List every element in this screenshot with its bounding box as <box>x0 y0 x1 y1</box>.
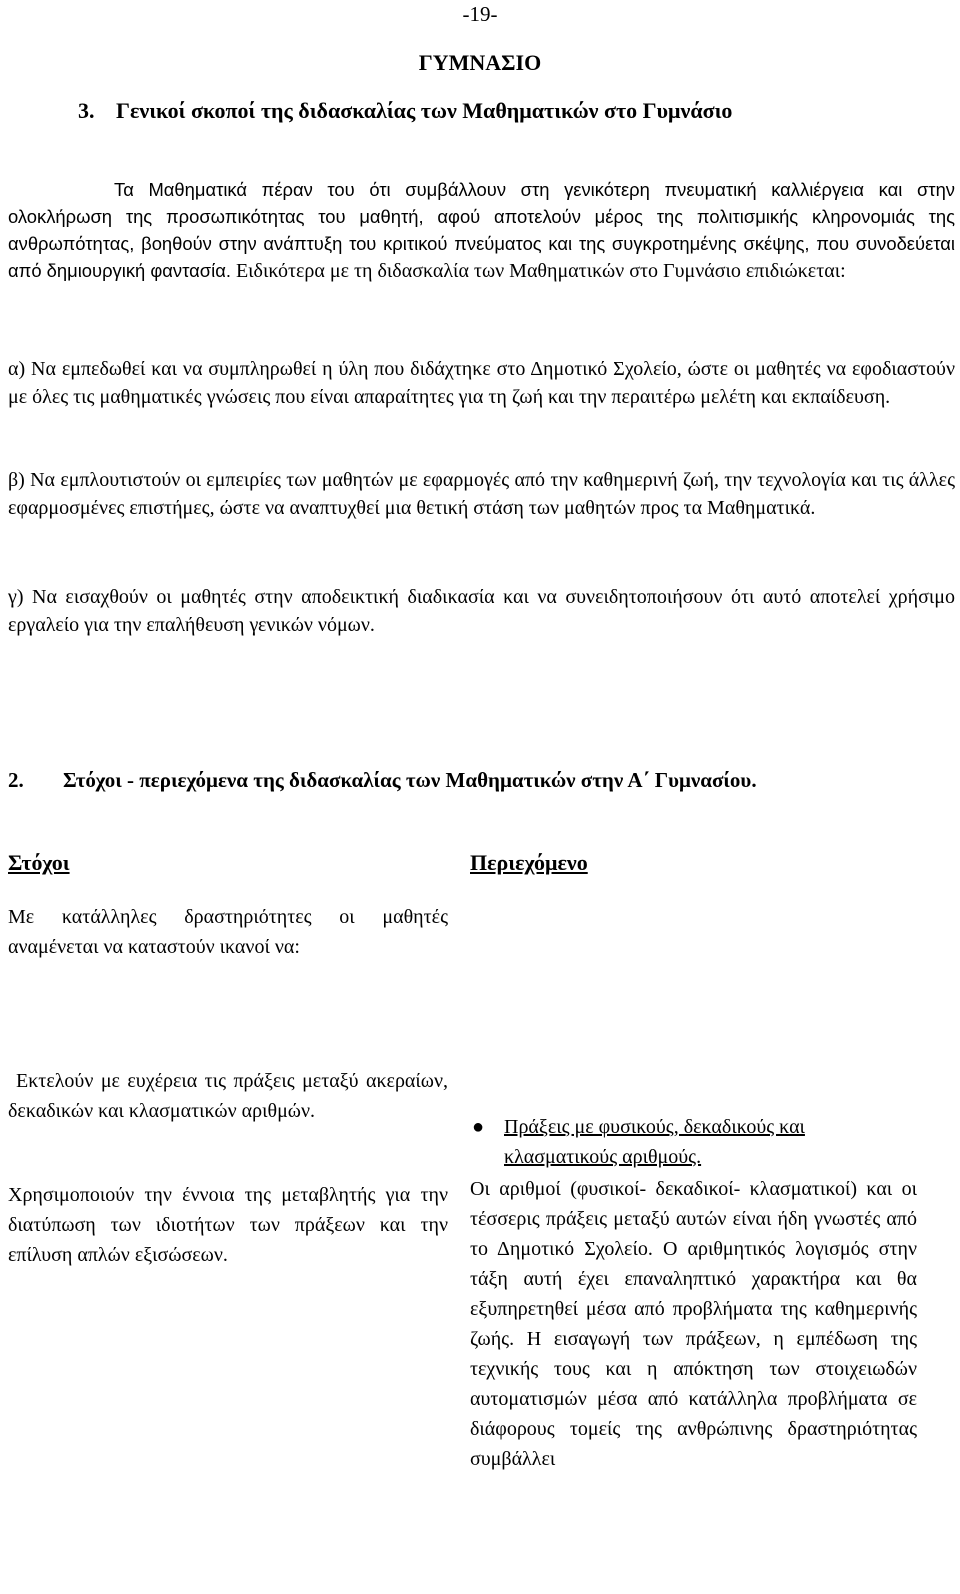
intro-paragraph <box>8 176 955 285</box>
section-3-title: Γενικοί σκοποί της διδασκαλίας των Μαθηματικών στο Γυμνάσιο <box>116 98 733 123</box>
content-bullet-item <box>470 1112 917 1172</box>
page-number: -19- <box>462 2 498 26</box>
content-bullet-title: Πράξεις με φυσικούς, δεκαδικούς και κλασματικούς αριθμούς. <box>504 1116 805 1168</box>
content-body-text: Οι αριθμοί (φυσικοί- δεκαδικοί- κλασματικοί) και οι τέσσερις πράξεις μεταξύ αυτών είναι ήδη γνωστές από το Δημοτικό Σχολείο. Ο αριθμητικός λογισμός στην τάξη αυτή έχει επαναληπτικό χαρακτήρα και θα εξυπηρετηθεί μέσα από προβλήματα της καθημερινής ζωής. Η εισαγωγή των πράξεων, η εμπέδωση της τεχνικής τους και η απόκτηση των στοιχειωδών αυτοματισμών μέσα από κατάλληλα προβλήματα σε διάφορους τομείς της ανθρώπινης δραστηριότητας συμβάλλει <box>470 1178 917 1470</box>
objectives-column-heading: Στόχοι <box>8 850 70 875</box>
aim-c-paragraph: γ) Να εισαχθούν οι μαθητές στην αποδεικτική διαδικασία και να συνειδητοποιήσουν ότι αυτό αποτελεί χρήσιμο εργαλείο για την επαλήθευση γενικών νόμων. <box>8 586 955 636</box>
bullet-icon: ● <box>472 1116 485 1138</box>
section-2-heading <box>8 768 757 793</box>
objective-item-2: Χρησιμοποιούν την έννοια της μεταβλητής για την διατύπωση των ιδιοτήτων των πράξεων και την επίλυση απλών εξισώσεων. <box>8 1184 448 1266</box>
aim-b-paragraph: β) Να εμπλουτιστούν οι εμπειρίες των μαθητών με εφαρμογές από την καθημερινή ζωή, την τεχνολογία και τις άλλες εφαρμοσμένες επιστήμες, ώστε να αναπτυχθεί μια θετική στάση των μαθητών προς τα Μαθηματικά. <box>8 469 955 519</box>
intro-text: Τα Μαθηματικά πέραν του ότι συμβάλλουν στη γενικότερη πνευματική καλλιέργεια και στην ολοκλήρωση της προσωπικότητας του μαθητή, αφού αποτελούν μέρος της πολιτισμικής κληρονομιάς της ανθρωπότητας, βοηθούν στην ανάπτυξη του κριτικού πνεύματος και της συγκροτημένης σκέψης, που συνοδεύεται από δημιουργική φαντασία. <box>8 179 955 281</box>
intro-tail-text: Ειδικότερα με τη διδασκαλία των Μαθηματικών στο Γυμνάσιο επιδιώκεται: <box>230 260 846 282</box>
section-3-heading <box>78 98 732 124</box>
aim-a-paragraph: α) Να εμπεδωθεί και να συμπληρωθεί η ύλη που διδάχτηκε στο Δημοτικό Σχολείο, ώστε οι μαθητές να εφοδιαστούν με όλες τις μαθηματικές γνώσεις που είναι απαραίτητες για τη ζωή και την περαιτέρω μελέτη και εκπαίδευση. <box>8 358 955 408</box>
objective-item-1: Εκτελούν με ευχέρεια τις πράξεις μεταξύ ακεραίων, δεκαδικών και κλασματικών αριθμών. <box>8 1070 448 1122</box>
content-column-heading: Περιεχόμενο <box>470 850 588 875</box>
school-title: ΓΥΜΝΑΣΙΟ <box>418 50 542 75</box>
section-3-number: 3. <box>78 98 95 123</box>
section-2-title: Στόχοι - περιεχόμενα της διδασκαλίας των Μαθηματικών στην Α΄ Γυμνασίου. <box>63 768 757 792</box>
objectives-intro: Με κατάλληλες δραστηριότητες οι μαθητές αναμένεται να καταστούν ικανοί να: <box>8 906 448 958</box>
section-2-number: 2. <box>8 768 24 792</box>
